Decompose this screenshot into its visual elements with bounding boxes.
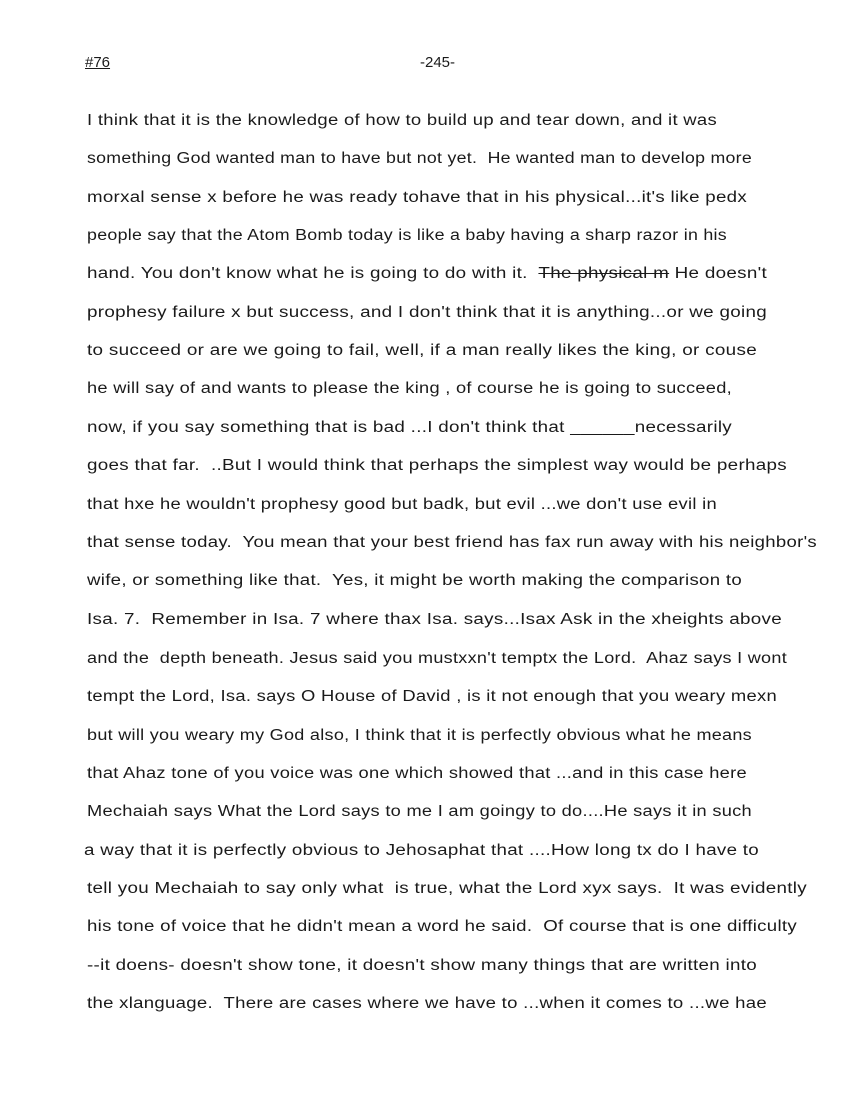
text-line bbox=[87, 765, 747, 783]
text-line bbox=[87, 572, 742, 590]
document-number: #76 bbox=[85, 54, 111, 71]
text-line bbox=[87, 611, 782, 629]
text-line bbox=[87, 727, 752, 745]
text-line-content: now, if you say something that is bad ...I don't think that ______necessarily bbox=[87, 419, 732, 436]
text-line bbox=[87, 419, 732, 437]
text-line-content: wife, or something like that. Yes, it might be worth making the comparison to bbox=[87, 572, 742, 589]
text-line-content: that hxe he wouldn't prophesy good but badk, but evil ...we don't use evil in bbox=[87, 496, 718, 513]
text-line-content: --it doens- doesn't show tone, it doesn't show many things that are written into bbox=[87, 957, 757, 974]
text-line-content: Isa. 7. Remember in Isa. 7 where thax Isa. says...Isax Ask in the xheights above bbox=[87, 611, 782, 628]
text-line bbox=[87, 688, 777, 706]
text-line bbox=[87, 803, 752, 821]
text-line-content: but will you weary my God also, I think that it is perfectly obvious what he means bbox=[87, 727, 752, 744]
text-line-tail: He doesn't bbox=[669, 265, 767, 282]
text-line-content: Mechaiah says What the Lord says to me I am goingy to do....He says it in such bbox=[87, 803, 752, 820]
text-line bbox=[87, 189, 747, 207]
text-line bbox=[87, 380, 732, 398]
text-line bbox=[87, 995, 767, 1013]
text-line bbox=[87, 957, 757, 975]
text-line bbox=[87, 112, 717, 130]
page-number: -245- bbox=[420, 54, 456, 71]
text-line-content: and the depth beneath. Jesus said you mustxxn't temptx the Lord. Ahaz says I wont bbox=[87, 650, 787, 667]
text-line-content: he will say of and wants to please the king , of course he is going to succeed, bbox=[87, 380, 732, 397]
text-line-content: the xlanguage. There are cases where we have to ...when it comes to ...we hae bbox=[87, 995, 767, 1012]
text-line-content: hand. You don't know what he is going to do with it. bbox=[87, 265, 539, 282]
text-line bbox=[87, 650, 787, 668]
text-line bbox=[87, 265, 767, 283]
text-line-content: his tone of voice that he didn't mean a word he said. Of course that is one difficulty bbox=[87, 918, 797, 935]
text-line-content: morxal sense x before he was ready tohave that in his physical...it's like pedx bbox=[87, 189, 747, 206]
text-line bbox=[87, 457, 787, 475]
text-line-content: that sense today. You mean that your best friend has fax run away with his neighbor's bbox=[87, 534, 817, 551]
text-line bbox=[87, 304, 767, 322]
text-line-content: prophesy failure x but success, and I don't think that it is anything...or we going bbox=[87, 304, 767, 321]
text-line bbox=[87, 918, 797, 936]
text-line-content: that Ahaz tone of you voice was one which showed that ...and in this case here bbox=[87, 765, 747, 782]
text-line bbox=[87, 534, 817, 552]
text-line bbox=[84, 842, 759, 860]
text-line bbox=[87, 496, 717, 514]
text-line-content: people say that the Atom Bomb today is like a baby having a sharp razor in his bbox=[87, 227, 727, 244]
text-line-content: goes that far. ..But I would think that perhaps the simplest way would be perhaps bbox=[87, 457, 787, 474]
text-line bbox=[87, 150, 752, 168]
text-line-content: tempt the Lord, Isa. says O House of David , is it not enough that you weary mexn bbox=[87, 688, 777, 705]
struck-text: The physical m bbox=[538, 265, 670, 282]
text-line-content: a way that it is perfectly obvious to Jehosaphat that ....How long tx do I have to bbox=[84, 842, 759, 859]
text-line bbox=[87, 880, 807, 898]
text-line-content: to succeed or are we going to fail, well, if a man really likes the king, or couse bbox=[87, 342, 757, 359]
text-line-content: I think that it is the knowledge of how to build up and tear down, and it was bbox=[87, 112, 717, 129]
text-line-content: something God wanted man to have but not yet. He wanted man to develop more bbox=[87, 150, 752, 167]
text-line-content: tell you Mechaiah to say only what is true, what the Lord xyx says. It was evidently bbox=[87, 880, 808, 897]
text-line bbox=[87, 227, 727, 245]
text-line bbox=[87, 342, 757, 360]
